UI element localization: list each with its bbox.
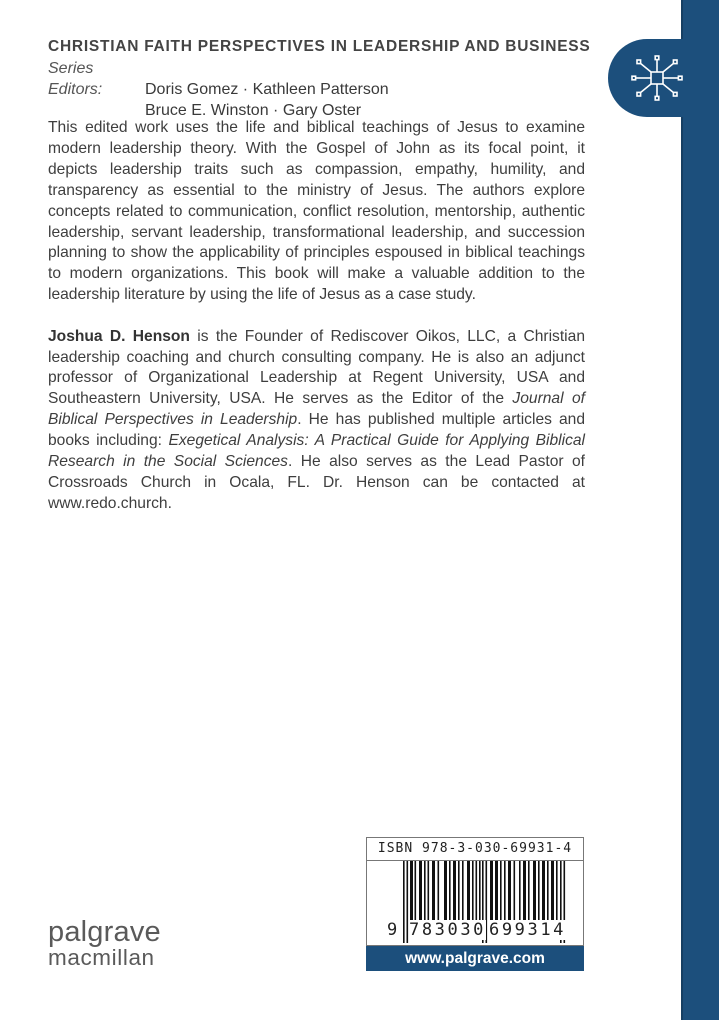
book-title: Exegetical Analysis: A Practical Guide for Applying Biblical Research in the Social Sciences [48, 432, 586, 471]
barcode-digit-first: 9 [387, 920, 400, 940]
series-editors-line-1: Doris Gomez · Kathleen Patterson [145, 81, 389, 98]
logo-line-macmillan: macmillan [48, 945, 155, 970]
isbn-label: ISBN 978-3-030-69931-4 [367, 838, 583, 861]
series-title: CHRISTIAN FAITH PERSPECTIVES IN LEADERSHIP AND BUSINESS [48, 38, 591, 55]
book-spine-strip [681, 0, 719, 1020]
series-header [48, 36, 608, 121]
series-tab [608, 39, 688, 117]
author-bio-text: is the Founder of Rediscover Oikos, LLC, a Christian leadership coaching and church consulting company. He is also an adjunct professor of Organizational Leadership at Regent University, USA and Southeastern University, USA. He serves as the Editor of the [48, 327, 585, 408]
back-cover-text [48, 118, 585, 535]
logo-line-palgrave: palgrave [48, 916, 161, 948]
network-hub-icon [625, 54, 689, 102]
author-name: Joshua D. Henson [48, 327, 190, 345]
author-bio [48, 327, 585, 515]
barcode-digits-left: 783030 [409, 920, 487, 940]
author-bio-text: . He has published multiple articles and books including: [48, 411, 586, 450]
journal-title: Journal of Biblical Perspectives in Leadership [48, 390, 585, 429]
author-bio-text: . He also serves as the Lead Pastor of Crossroads Church in Ocala, FL. Dr. Henson can be contacted at www.redo.church. [48, 453, 585, 512]
barcode-digits-right: 699314 [489, 920, 567, 940]
isbn-barcode [366, 837, 584, 946]
series-editors [48, 58, 608, 121]
series-editors-label: Series Editors: [48, 60, 103, 98]
book-description: This edited work uses the life and biblical teachings of Jesus to examine modern leadership theory. With the Gospel of John as its focal point, it depicts leadership traits such as compassion, empathy, humility, and transparency as essential to the ministry of Jesus. The authors explore concepts related to communication, conflict resolution, mentorship, authentic leadership, servant leadership, transformational leadership, and succession planning to show the applicability of principles espoused in biblical teachings to modern organizations. This book will make a valuable addition to the leadership literature by using the life of Jesus as a case study. [48, 119, 585, 304]
series-editors-line-2: Bruce E. Winston · Gary Oster [145, 102, 362, 119]
publisher-url: www.palgrave.com [366, 946, 584, 971]
publisher-logo [48, 918, 161, 970]
